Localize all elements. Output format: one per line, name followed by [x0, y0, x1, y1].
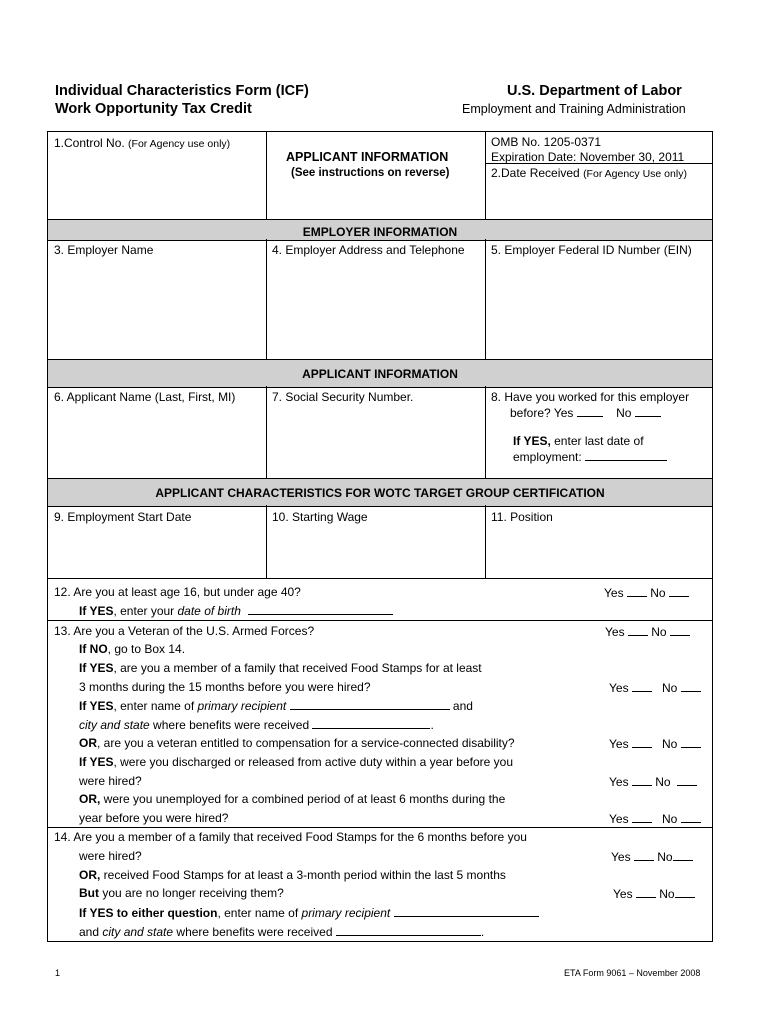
q13-no-label: No [651, 625, 667, 639]
q14-no-longer-text: you are no longer receiving them? [99, 886, 284, 900]
q13-fs-line2: 3 months during the 15 months before you were hired? [79, 680, 371, 694]
q13-fs-yes-label: Yes [609, 681, 629, 695]
q13-if-yes2: If YES [79, 699, 114, 713]
employer-info-band: EMPLOYER INFORMATION [48, 219, 712, 241]
q14-were-hired: were hired? [79, 849, 142, 863]
applicant-info-title: APPLICANT INFORMATION [286, 150, 449, 164]
employer-ein-field[interactable]: 5. Employer Federal ID Number (EIN) [491, 243, 692, 257]
q13-enter-name: , enter name of [113, 699, 198, 713]
starting-wage-field[interactable]: 10. Starting Wage [272, 510, 368, 524]
worked-before-yes-label: before? Yes [510, 406, 574, 420]
q14-food-stamps-question: 14. Are you a member of a family that received Food Stamps for the 6 months before you [54, 830, 527, 844]
omb-number: OMB No. 1205-0371 [491, 135, 602, 149]
q14-enter-name: , enter name of [217, 906, 302, 920]
start-date-field[interactable]: 9. Employment Start Date [54, 510, 192, 524]
expiration-date: Expiration Date: November 30, 2011 [491, 150, 685, 164]
q13-un-yes-label: Yes [609, 812, 629, 826]
q13-veteran-question: 13. Are you a Veteran of the U.S. Armed Forces? [54, 624, 315, 638]
form-number: ETA Form 9061 – November 2008 [564, 968, 701, 978]
q14-recipient-line [79, 905, 539, 920]
q13-discharged-text: , were you discharged or released from active duty within a year before you [113, 755, 514, 769]
q13-or2: OR, [79, 792, 101, 806]
q14-but: But [79, 886, 99, 900]
q13-recipient-line [79, 698, 473, 713]
date-received-label: 2.Date Received [491, 166, 580, 180]
q13-fs-text: , are you a member of a family that received Food Stamps for at least [113, 661, 482, 675]
characteristics-band: APPLICANT CHARACTERISTICS FOR WOTC TARGET GROUP CERTIFICATION [48, 478, 712, 507]
worked-before-text: 8. Have you worked for this employer [491, 390, 690, 404]
q13-veteran-answer[interactable] [605, 624, 690, 639]
q13-if-yes3: If YES [79, 755, 114, 769]
q14-and: and [79, 925, 103, 939]
q13-yes-label: Yes [605, 625, 625, 639]
q14-answer-2[interactable] [613, 886, 695, 901]
q14-city-state: city and state [102, 925, 174, 939]
q13-comp: , are you a veteran entitled to compensation for a service-connected disability? [97, 736, 515, 750]
date-received-field[interactable] [491, 166, 687, 180]
q14-or: OR, [79, 868, 101, 882]
worked-before-no-label: No [616, 406, 632, 420]
q14-where: where benefits were received [173, 925, 333, 939]
q14-yes-label-2: Yes [613, 887, 633, 901]
q13-unemployed [79, 792, 505, 806]
q13-dis-no-label: No [661, 737, 678, 751]
q14-no-longer [79, 886, 284, 900]
applicant-info-band: APPLICANT INFORMATION [48, 359, 712, 388]
q14-received-text: received Food Stamps for at least a 3-month period within the last 5 months [100, 868, 506, 882]
q13-dch-yes-label: Yes [609, 775, 629, 789]
worked-before-question [491, 390, 689, 465]
applicant-name-field[interactable]: 6. Applicant Name (Last, First, MI) [54, 390, 236, 404]
q13-were-hired: were hired? [79, 774, 142, 788]
q13-discharged-answer[interactable] [609, 774, 697, 789]
employer-address-field[interactable]: 4. Employer Address and Telephone [272, 243, 465, 257]
q12-no-label: No [650, 586, 666, 600]
control-number-label: 1.Control No. [54, 136, 125, 150]
q13-if-yes-fs: If YES [79, 661, 114, 675]
q14-primary: primary recipient [301, 906, 391, 920]
control-number-field[interactable] [54, 136, 230, 150]
q13-un-no-label: No [661, 812, 678, 826]
worked-before-yes-blank[interactable] [577, 405, 603, 417]
q14-yes-label-1: Yes [611, 850, 631, 864]
q13-dch-no-label: No [655, 775, 671, 789]
agency: Employment and Training Administration [462, 102, 686, 116]
control-number-note: (For Agency use only) [128, 138, 231, 150]
q13-unemployed-answer[interactable] [609, 811, 701, 826]
q13-city-line: city and state where benefits were received . [79, 718, 434, 732]
q13-food-stamps [79, 661, 482, 675]
q12-enter: , enter your [113, 604, 178, 618]
q13-or1: OR [79, 736, 97, 750]
position-field[interactable]: 11. Position [491, 510, 553, 524]
q13-city-blank[interactable] [312, 717, 430, 729]
q13-if-no [79, 642, 185, 656]
if-yes-label: If YES, [513, 434, 551, 448]
q13-and: and [449, 699, 473, 713]
q14-no-label-1: No [657, 850, 673, 864]
q13-disability [79, 736, 515, 750]
see-instructions: (See instructions on reverse) [291, 167, 450, 179]
q13-disability-answer[interactable] [609, 736, 701, 751]
q14-recipient-blank[interactable] [394, 905, 539, 917]
q13-primary: primary recipient [197, 699, 287, 713]
q13-city-state: city and state [79, 718, 150, 732]
q12-yes-label: Yes [604, 586, 624, 600]
q13-dis-yes-label: Yes [609, 737, 629, 751]
q13-if-no-label: If NO [79, 642, 108, 656]
q13-unemployed-text: were you unemployed for a combined period of at least 6 months during the [100, 792, 506, 806]
date-received-note: (For Agency Use only) [583, 168, 687, 180]
q12-dob-line [79, 603, 393, 618]
last-employment-date-blank[interactable] [585, 449, 667, 461]
q13-discharged [79, 755, 513, 769]
q13-fs-answer[interactable] [609, 680, 701, 695]
q12-dob: date of birth [177, 604, 241, 618]
department: U.S. Department of Labor [507, 83, 682, 99]
q13-goto: , go to Box 14. [107, 642, 186, 656]
form-subtitle: Work Opportunity Tax Credit [55, 101, 252, 117]
q14-city-blank[interactable] [336, 924, 481, 936]
q13-year-before: year before you were hired? [79, 811, 229, 825]
q12-age-question: 12. Are you at least age 16, but under age 40? [54, 585, 301, 599]
q14-no-label-2: No [659, 887, 675, 901]
page-number: 1 [55, 968, 61, 978]
q12-answer[interactable] [604, 585, 689, 600]
icf-form [47, 131, 713, 942]
employment-label: employment: [513, 450, 582, 464]
dob-blank[interactable] [248, 603, 393, 615]
q14-answer-1[interactable] [611, 849, 693, 864]
q14-if-yes-either: If YES to either question [79, 906, 218, 920]
form-title: Individual Characteristics Form (ICF) [55, 83, 309, 99]
q13-where: where benefits were received [149, 718, 310, 732]
last-date-text: enter last date of [550, 434, 644, 448]
employer-name-field[interactable]: 3. Employer Name [54, 243, 154, 257]
q12-if-yes: If YES [79, 604, 114, 618]
worked-before-no-blank[interactable] [635, 405, 661, 417]
q14-city-line: and city and state where benefits were received . [79, 925, 485, 939]
q13-recipient-blank[interactable] [290, 698, 450, 710]
q14-received [79, 868, 506, 882]
q13-fs-no-label: No [661, 681, 678, 695]
ssn-field[interactable]: 7. Social Security Number. [272, 390, 414, 404]
